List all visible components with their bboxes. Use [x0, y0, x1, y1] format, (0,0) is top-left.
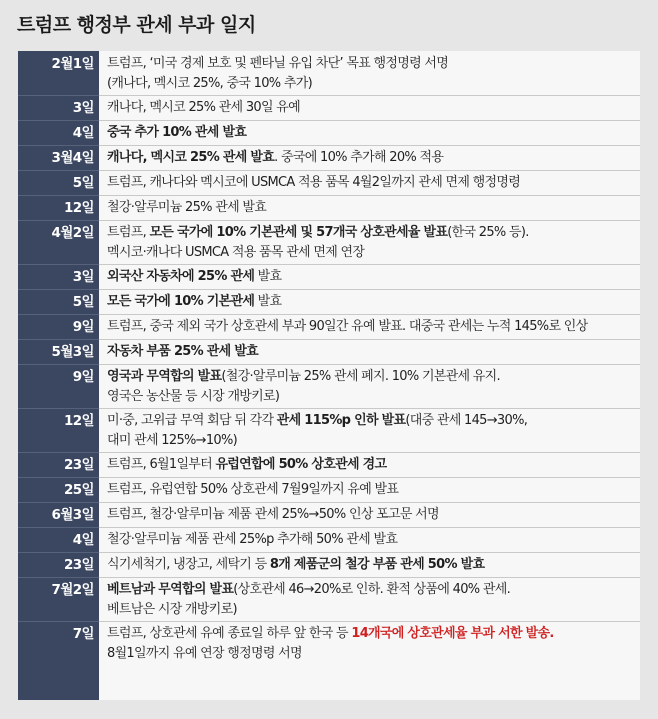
row-date: 12일 — [63, 413, 94, 429]
row-date: 9일 — [72, 369, 94, 385]
text-segment: 식기세척기, 냉장고, 세탁기 등 — [107, 557, 270, 572]
text-segment: 발효 — [254, 294, 282, 309]
row-date: 25일 — [63, 482, 94, 498]
bold-text: 외국산 자동차에 25% 관세 — [107, 269, 255, 284]
row-date: 23일 — [63, 557, 94, 573]
content-line — [107, 198, 635, 218]
content-line — [107, 600, 635, 620]
bold-text: 자동차 부품 25% 관세 발효 — [107, 344, 259, 359]
content-line — [107, 530, 635, 550]
bold-text: 캐나다, 멕시코 25% 관세 발효 — [107, 150, 275, 165]
text-segment: 트럼프, 철강·알루미늄 제품 관세 25%→50% 인상 포고문 서명 — [107, 507, 439, 522]
text-segment: (상호관세 46→20%로 인하. 환적 상품에 40% 관세. — [233, 582, 511, 597]
row-date: 9일 — [72, 319, 94, 335]
content-line — [107, 555, 635, 575]
row-divider — [18, 408, 640, 409]
text-segment: (대중 관세 145→30%, — [405, 413, 528, 428]
timeline-row — [18, 264, 640, 289]
row-divider — [18, 289, 640, 290]
content-line — [107, 480, 635, 500]
content-line — [107, 387, 635, 407]
highlight-text: 14개국에 상호관세율 부과 서한 발송. — [351, 626, 554, 641]
text-segment: 트럼프, 유럽연합 50% 상호관세 7월9일까지 유예 발표 — [107, 482, 399, 497]
row-date: 12일 — [63, 200, 94, 216]
row-divider-date — [18, 289, 99, 290]
row-divider-date — [18, 220, 99, 221]
row-date: 3월4일 — [51, 150, 94, 166]
content-line — [107, 223, 635, 243]
bold-text: 중국 추가 10% 관세 발효 — [107, 125, 247, 140]
row-date: 5일 — [72, 175, 94, 191]
row-content — [107, 267, 635, 287]
content-line — [107, 644, 635, 664]
timeline-row — [18, 552, 640, 577]
timeline-row — [18, 289, 640, 314]
row-content — [107, 148, 635, 168]
row-divider-date — [18, 477, 99, 478]
row-date: 23일 — [63, 457, 94, 473]
text-segment: (한국 25% 등). — [447, 225, 529, 240]
text-segment: 발효 — [254, 269, 282, 284]
timeline-row — [18, 408, 640, 452]
row-divider — [18, 364, 640, 365]
timeline-row — [18, 195, 640, 220]
row-date: 4일 — [72, 125, 94, 141]
text-segment: 철강·알루미늄 제품 관세 25%p 추가해 50% 관세 발효 — [107, 532, 398, 547]
row-divider-date — [18, 621, 99, 622]
row-divider — [18, 552, 640, 553]
content-line — [107, 74, 635, 94]
row-content — [107, 505, 635, 525]
row-divider — [18, 527, 640, 528]
row-content — [107, 530, 635, 550]
timeline-row — [18, 314, 640, 339]
text-segment: 캐나다, 멕시코 25% 관세 30일 유예 — [107, 100, 300, 115]
timeline-row — [18, 621, 640, 665]
row-divider — [18, 314, 640, 315]
text-segment: 대미 관세 125%→10%) — [107, 433, 238, 448]
row-content — [107, 317, 635, 337]
content-line — [107, 292, 635, 312]
text-segment: 트럼프, 6월1일부터 — [107, 457, 216, 472]
timeline-row — [18, 502, 640, 527]
bold-text: 영국과 무역합의 발표 — [107, 369, 222, 384]
bold-text: 베트남과 무역합의 발표 — [107, 582, 234, 597]
text-segment: 트럼프, 상호관세 유예 종료일 하루 앞 한국 등 — [107, 626, 352, 641]
text-segment: 트럼프, 중국 제외 국가 상호관세 부과 90일간 유예 발표. 대중국 관세는 누적 145%로 인상 — [107, 319, 588, 334]
row-divider-date — [18, 145, 99, 146]
text-segment: 트럼프, 캐나다와 멕시코에 USMCA 적용 품목 4월2일까지 관세 면제 행정명령 — [107, 175, 521, 190]
timeline-row — [18, 120, 640, 145]
row-date: 7일 — [72, 626, 94, 642]
row-divider — [18, 220, 640, 221]
content-line — [107, 267, 635, 287]
content-line — [107, 148, 635, 168]
content-line — [107, 98, 635, 118]
row-content — [107, 555, 635, 575]
text-segment: 멕시코·캐나다 USMCA 적용 품목 관세 면제 연장 — [107, 245, 365, 260]
text-segment: 트럼프, — [107, 225, 150, 240]
timeline-row — [18, 95, 640, 120]
row-date: 3일 — [72, 100, 94, 116]
row-divider — [18, 339, 640, 340]
text-segment: (캐나다, 멕시코 25%, 중국 10% 추가) — [107, 76, 312, 91]
timeline-table — [18, 51, 640, 700]
timeline-row — [18, 477, 640, 502]
timeline-row — [18, 364, 640, 408]
row-content — [107, 98, 635, 118]
content-line — [107, 54, 635, 74]
row-divider — [18, 577, 640, 578]
row-date: 4월2일 — [51, 225, 94, 241]
content-line — [107, 624, 635, 644]
row-content — [107, 173, 635, 193]
row-divider-date — [18, 264, 99, 265]
row-divider-date — [18, 527, 99, 528]
row-date: 3일 — [72, 269, 94, 285]
text-segment: 베트남은 시장 개방키로) — [107, 602, 237, 617]
timeline-row — [18, 145, 640, 170]
content-line — [107, 317, 635, 337]
row-divider-date — [18, 170, 99, 171]
row-divider-date — [18, 314, 99, 315]
row-divider — [18, 621, 640, 622]
text-segment: 미·중, 고위급 무역 회담 뒤 각각 — [107, 413, 277, 428]
row-date: 2월1일 — [51, 56, 94, 72]
row-content — [107, 367, 635, 407]
timeline-row — [18, 452, 640, 477]
row-divider-date — [18, 452, 99, 453]
timeline-row — [18, 577, 640, 621]
timeline-row — [18, 527, 640, 552]
content-line — [107, 431, 635, 451]
row-content — [107, 198, 635, 218]
row-divider — [18, 264, 640, 265]
row-divider-date — [18, 339, 99, 340]
row-divider — [18, 120, 640, 121]
row-divider-date — [18, 502, 99, 503]
content-line — [107, 123, 635, 143]
row-divider — [18, 477, 640, 478]
text-segment: 트럼프, ‘미국 경제 보호 및 펜타닐 유입 차단’ 목표 행정명령 서명 — [107, 56, 449, 71]
text-segment: . 중국에 10% 추가해 20% 적용 — [274, 150, 444, 165]
bold-text: 관세 115%p 인하 발표 — [276, 413, 406, 428]
timeline-row — [18, 220, 640, 264]
row-divider — [18, 195, 640, 196]
row-date: 5월3일 — [51, 344, 94, 360]
timeline-row — [18, 339, 640, 364]
row-divider-date — [18, 577, 99, 578]
row-divider — [18, 170, 640, 171]
row-divider — [18, 502, 640, 503]
content-line — [107, 173, 635, 193]
row-content — [107, 455, 635, 475]
timeline-row — [18, 170, 640, 195]
row-divider — [18, 452, 640, 453]
row-content — [107, 342, 635, 362]
content-line — [107, 411, 635, 431]
content-line — [107, 342, 635, 362]
row-content — [107, 411, 635, 451]
row-divider-date — [18, 408, 99, 409]
row-content — [107, 223, 635, 263]
content-line — [107, 505, 635, 525]
row-content — [107, 624, 635, 664]
bold-text: 유럽연합에 50% 상호관세 경고 — [215, 457, 387, 472]
row-date: 4일 — [72, 532, 94, 548]
row-divider-date — [18, 552, 99, 553]
row-date: 7월2일 — [51, 582, 94, 598]
row-content — [107, 580, 635, 620]
row-date: 6월3일 — [51, 507, 94, 523]
bold-text: 모든 국가에 10% 기본관세 — [107, 294, 255, 309]
bold-text: 모든 국가에 10% 기본관세 및 57개국 상호관세율 발표 — [149, 225, 448, 240]
row-divider-date — [18, 364, 99, 365]
row-divider — [18, 145, 640, 146]
row-content — [107, 292, 635, 312]
text-segment: 8월1일까지 유예 연장 행정명령 서명 — [107, 646, 302, 661]
row-content — [107, 123, 635, 143]
row-divider-date — [18, 120, 99, 121]
content-line — [107, 243, 635, 263]
row-content — [107, 480, 635, 500]
page-title: 트럼프 행정부 관세 부과 일지 — [17, 14, 256, 36]
text-segment: 영국은 농산물 등 시장 개방키로) — [107, 389, 280, 404]
text-segment: 철강·알루미늄 25% 관세 발효 — [107, 200, 267, 215]
row-content — [107, 54, 635, 94]
content-line — [107, 455, 635, 475]
row-divider — [18, 95, 640, 96]
text-segment: (철강·알루미늄 25% 관세 폐지. 10% 기본관세 유지. — [221, 369, 500, 384]
timeline-row — [18, 51, 640, 95]
row-divider-date — [18, 95, 99, 96]
bold-text: 8개 제품군의 철강 부품 관세 50% 발효 — [269, 557, 485, 572]
row-divider-date — [18, 195, 99, 196]
content-line — [107, 367, 635, 387]
row-date: 5일 — [72, 294, 94, 310]
content-line — [107, 580, 635, 600]
